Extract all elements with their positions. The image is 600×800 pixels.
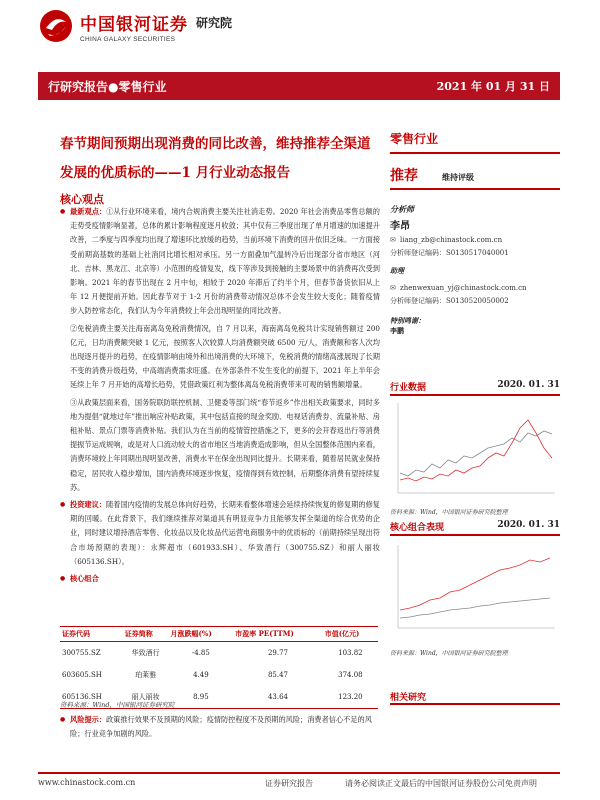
table-cell: 43.64 <box>233 686 323 709</box>
chart-series-grey <box>400 598 550 618</box>
paragraph-duty-free <box>60 322 380 393</box>
risk-text: 政策推行效果不及预期的风险；疫情防控程度不及预期的风险；消费者信心不足的风险；行业竞争加剧的风险。 <box>70 715 372 738</box>
assistant-label: 助理 <box>390 266 404 275</box>
table-cell: 华致酒行 <box>131 649 160 657</box>
assistant-cert: 分析师登记编码：S0130520050002 <box>390 297 509 305</box>
analyst-name: 李昂 <box>390 221 410 232</box>
table-cell: 603605.SH <box>62 671 102 679</box>
divider <box>390 394 560 396</box>
portfolio-line-chart <box>390 540 560 635</box>
industry-label: 零售行业 <box>390 132 439 146</box>
rating-sub-label: 维持评级 <box>442 172 474 182</box>
sidebar <box>390 130 560 184</box>
column-header: 市盈率 PE(TTM) <box>233 627 323 642</box>
table-cell: 123.20 <box>323 686 378 709</box>
paragraph-lead: 最新观点： <box>70 207 107 216</box>
industry-line-chart <box>390 398 560 500</box>
table-cell: 300755.SZ <box>62 649 101 657</box>
divider <box>390 188 560 190</box>
footer-divider <box>38 772 560 774</box>
chart-series-red <box>400 558 550 610</box>
report-date: 2021 年 01 月 31 日 <box>436 80 550 93</box>
logo-chinese-name: 中国银河证券 <box>80 14 188 35</box>
footer-website[interactable]: www.chinastock.com.cn <box>38 778 136 787</box>
contributor-name: 李鹏 <box>390 326 404 335</box>
report-type: 行研究报告●零售行业 <box>48 79 167 94</box>
table-cell: 丽人丽妆 <box>123 686 169 709</box>
risk-lead: 风险提示： <box>70 715 106 724</box>
email-icon: ✉ <box>390 284 396 292</box>
report-title: 春节期间预期出现消费的同比改善，维持推荐全渠道发展的优质标的——1 月行业动态报告 <box>60 136 371 181</box>
analyst-label: 分析师 <box>390 204 414 214</box>
related-research-heading: 相关研究 <box>390 693 427 703</box>
email-icon: ✉ <box>390 236 396 244</box>
paragraph-policy <box>60 396 380 495</box>
contributor-label: 特别鸣谢： <box>390 316 425 325</box>
paragraph-investment <box>60 498 380 569</box>
core-view-heading: 核心观点 <box>60 193 104 206</box>
table-cell: 4.49 <box>193 671 209 679</box>
table-row <box>60 642 378 665</box>
market-chart-source: 资料来源：Wind，中国银河证券研究院整理 <box>390 509 508 516</box>
table-cell: 珀莱雅 <box>135 671 157 679</box>
paragraph-text: 随着国内疫情的发展总体向好趋势，长期来看整体增速会延续持续恢复的修复期的修复期的回暖。在此背景下，我们继续推荐对渠道具有明显竞争力且能够发挥全渠道的综合优势的企业，同时建议增持酒店零售、化妆品以及化妆品代运营电商服务中的优质标的（前期持续呈现出符合市场预期的表现）：永辉超市（601933.SH）、华致酒行（300755.SZ）和丽人丽妆（605136.SH）。 <box>70 500 380 566</box>
table-cell: 29.77 <box>267 649 288 657</box>
divider <box>390 703 560 705</box>
divider <box>390 534 560 536</box>
table-cell: 605136.SH <box>60 686 123 709</box>
paragraph-text: ①从行业环境来看，境内合规消费主要关注社消走势。2020 年社会消费品零售总额的走势受疫情影响显著，总体的累计影响程度逐月收敛；其中仅有三季度出现了单月增速的加速提升改善，二季度与四季度均出现了增速环比放缓的趋势，当前环境下消费的回升依旧乏味。一方面接受前期高基数的基础上社消同比增长相对承压。另一方面叠加气温转冷后出现部分省市地区（河北、吉林、黑龙江、北京等）小范围的疫情复发，线下等涉及到接触的主要场景中的消费再次受到影响。2021 年的春节出现在 2 月中旬，相较于 2020 年滞后了约半个月，但春节备货依旧从上年 12 月便提前开始。因此春节对于 1-2 月份的消费带动情况总体不会发生较大变化；随着疫情步入防控常态化，我们认为今年消费较上年会出现明显的同比改善。 <box>70 207 380 316</box>
analyst-block <box>390 204 560 340</box>
column-header: 月涨跌幅(%) <box>168 627 233 642</box>
paragraph-latest-view <box>60 205 380 319</box>
company-logo <box>38 6 278 46</box>
column-header: 市值(亿元) <box>323 627 378 642</box>
institute-label: 研究院 <box>196 15 233 30</box>
portfolio-chart-source: 资料来源：Wind，中国银河证券研究院整理 <box>390 650 508 657</box>
table-cell: 85.47 <box>267 671 288 679</box>
rating-label: 推荐 <box>390 168 418 184</box>
chart-series-grey <box>400 431 552 476</box>
paragraph-text: ②免税消费主要关注海南离岛免税消费情况，自 7 月以来，海南离岛免税共计实现销售额过 200 亿元，日均消费额突破 1 亿元，按照客人次较算人均消费额突破 6500 元/人，消费额和客人次均出现逐月提升的趋势，在疫情影响由境外和出境消费的大环境下，免税消费的情绪高涨展现了长期不变的消费升级趋势，中高端消费需求旺盛。在外部条件不发生变化的前提下，2021 年上半年会延续上年 7 月开始的高增长趋势，凭借政策红利为整体离岛免税消费带来可观的销售额增量。 <box>70 323 380 390</box>
logo-english-name: CHINA GALAXY SECURITIES <box>80 35 176 43</box>
table-header-row <box>60 627 378 642</box>
main-content <box>60 205 380 589</box>
table-cell: -4.85 <box>191 649 210 657</box>
footer-report-type: 证券研究报告 <box>265 779 313 788</box>
column-header: 证券代码 <box>60 627 123 642</box>
table-row <box>60 664 378 686</box>
risk-warning <box>60 713 380 741</box>
table-cell: 374.08 <box>338 671 363 679</box>
table-cell: 8.95 <box>168 686 233 709</box>
report-type-bar <box>38 72 560 100</box>
analyst-email[interactable]: liang_zb@chinastock.com.cn <box>400 236 503 244</box>
table-cell: 103.82 <box>338 649 363 657</box>
paragraph-lead: 投资建议： <box>70 500 107 510</box>
divider <box>390 152 560 154</box>
assistant-email[interactable]: zhenwexuan_yj@chinastock.com.cn <box>400 284 527 292</box>
table-source: 资料来源：Wind，中国银河证券研究院 <box>60 701 175 709</box>
market-data-heading: 行业数据 2020. 01. 31 <box>390 380 560 393</box>
analyst-cert: 分析师登记编码：S0130517040001 <box>390 249 509 257</box>
stock-table-title: ● 核心组合 <box>60 572 380 586</box>
column-header: 证券简称 <box>123 627 169 642</box>
paragraph-text: ③从政策层面来看，国务院联防联控机制、卫健委等部门统“春节返乡”作出相关政策要求，同时多地为提倡“就地过年”推出响应补贴政策，其中包括直接的现金奖励、电视话消费券、流量补贴、房租补贴、景点门票等消费补贴。我们认为在当前的疫情管控措施之下，更多的会开春返出行等消费提振节运成规响，或是对人口流动较大的省市地区当地消费造成影响，但从全国整体范围内来看，消费环境较上年同期出现明显改善，消费水平在保金出现同比提升。长期来看，随着居民就业保持稳定，居民收入稳步增加，国内消费环境逐步恢复，疫情得到有效控制，后期整体消费有望持续复苏。 <box>70 397 380 492</box>
galaxy-logo-icon <box>38 8 74 44</box>
portfolio-heading: 核心组合表现 2020. 01. 31 <box>390 520 560 533</box>
core-portfolio-table <box>60 626 378 709</box>
footer-disclaimer: 请务必阅读正文最后的中国银河证券股份公司免责声明 <box>345 779 537 788</box>
